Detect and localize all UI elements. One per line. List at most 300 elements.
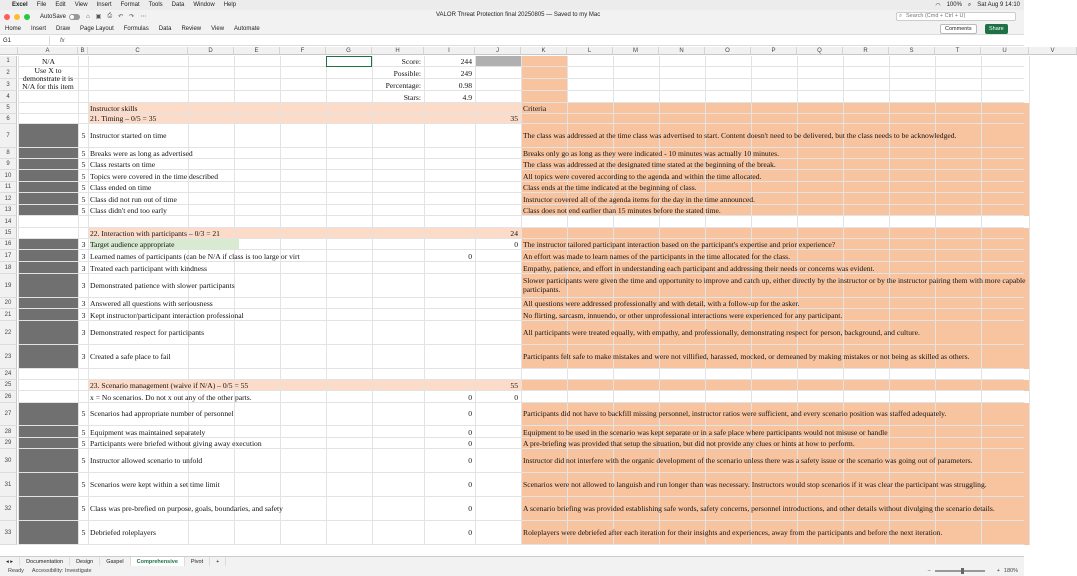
na-column-fill <box>18 239 78 369</box>
cell-b21[interactable] <box>80 309 87 321</box>
cell-text: 5 <box>81 160 86 170</box>
cell-b30[interactable] <box>80 449 87 473</box>
row-header[interactable]: 3 <box>0 79 17 91</box>
home-icon[interactable]: ⌂ <box>86 13 90 20</box>
cell-text: Criteria <box>523 104 547 114</box>
cell-c18[interactable] <box>90 262 421 274</box>
more-icon[interactable]: ⋯ <box>140 14 147 20</box>
row-header[interactable]: 15 <box>0 228 17 239</box>
cell-h2[interactable] <box>374 67 423 79</box>
cell-c30[interactable] <box>90 449 421 473</box>
column-header-l[interactable]: L <box>567 47 613 55</box>
gridline <box>1029 56 1030 545</box>
cell-text: 0 <box>468 527 472 537</box>
cell-c20[interactable] <box>90 298 421 309</box>
cell-text: No flirting, sarcasm, innuendo, or other unprofessional interactions were experienced for any participant. <box>523 311 843 321</box>
status-ready: Ready <box>8 568 24 574</box>
menu-item-file[interactable]: File <box>36 2 47 8</box>
cell-text: Possible: <box>393 69 421 79</box>
row-header[interactable]: 11 <box>0 182 17 193</box>
cell-j15[interactable] <box>477 228 520 239</box>
cell-b9[interactable] <box>80 159 87 170</box>
cell-text: Instructor skills <box>90 104 138 114</box>
cell-k29[interactable] <box>523 438 1026 449</box>
column-header-e[interactable]: E <box>234 47 280 55</box>
row-header[interactable]: 21 <box>0 309 17 321</box>
cell-b18[interactable] <box>80 262 87 274</box>
cell-text: Class does not end earlier than 15 minutes before the stated time. <box>523 206 721 216</box>
cell-text: A pre-briefing was provided that setup the situation, but did not provide any clues or hints at how to perform. <box>523 439 855 449</box>
cell-b28[interactable] <box>80 426 87 438</box>
cell-text: Treated each participant with kindness <box>90 264 207 274</box>
cell-text: Debriefed roleplayers <box>90 527 156 537</box>
cell-k30[interactable] <box>523 449 1026 473</box>
cell-b12[interactable] <box>80 193 87 205</box>
cell-c33[interactable] <box>90 521 421 545</box>
cell-c7[interactable] <box>90 124 421 148</box>
menu-item-edit[interactable]: Edit <box>55 2 66 8</box>
menu-item-data[interactable]: Data <box>171 2 185 8</box>
cell-h4[interactable] <box>374 91 423 103</box>
cell-text: 5 <box>81 455 86 465</box>
cell-k17[interactable] <box>523 250 1026 262</box>
select-all-corner[interactable] <box>0 47 18 55</box>
row-header[interactable]: 14 <box>0 216 17 228</box>
tab-insert[interactable]: Insert <box>31 25 47 32</box>
cell-text: 244 <box>460 57 472 67</box>
row-header[interactable]: 12 <box>0 193 17 205</box>
gridline <box>18 90 1024 91</box>
cell-text: 249 <box>460 69 472 79</box>
cell-k8[interactable] <box>523 148 1026 159</box>
row-header[interactable]: 6 <box>0 114 17 124</box>
tab-review[interactable]: Review <box>181 25 202 32</box>
cell-text: 0 <box>468 439 472 449</box>
cell-text: Participants did not have to backfill missing personnel, instructor ratios were sufficient, and every scenario position was staffed adequately. <box>523 409 947 419</box>
search-placeholder: Search (Cmd + Ctrl + U) <box>906 13 966 19</box>
cell-k5[interactable] <box>523 103 1026 114</box>
row-header[interactable]: 22 <box>0 321 17 345</box>
row-header[interactable]: 30 <box>0 449 17 473</box>
zoom-level: 180% <box>1003 568 1018 574</box>
cell-text: Slower participants were given the time and opportunity to improve and catch up, either directly by the instructor or by the instructor pairing them with more capable participants. <box>523 276 1026 294</box>
cell-j26[interactable] <box>477 391 520 403</box>
cell-k10[interactable] <box>523 170 1026 182</box>
column-header-d[interactable]: D <box>188 47 234 55</box>
clock[interactable]: Sat Aug 9 14:10 <box>977 2 1020 8</box>
cell-b8[interactable] <box>80 148 87 159</box>
minimize-window-button[interactable] <box>14 14 20 20</box>
cell-text: 23. Scenario management (waive if N/A) – 0/5 = 55 <box>90 381 249 391</box>
cell-text: An effort was made to learn names of the participants in the time allocated for the class. <box>523 252 791 262</box>
cell-k28[interactable] <box>523 426 1026 438</box>
cell-c25[interactable] <box>90 380 421 391</box>
cell-text: 3 <box>81 311 86 321</box>
cell-i30[interactable] <box>426 449 474 473</box>
sheet-tabs <box>0 556 1024 566</box>
cell-k18[interactable] <box>523 262 1026 274</box>
cell-text: 5 <box>81 527 86 537</box>
cell-c16[interactable] <box>90 239 421 250</box>
menu-bar <box>0 0 1024 10</box>
cell-text: The class was addressed at the time class was advertised to start. Content doesn't need to be delivered, but the class needs to be acknowledged. <box>523 130 957 140</box>
cell-k11[interactable] <box>523 182 1026 193</box>
cell-h1[interactable] <box>374 56 423 67</box>
row-header[interactable]: 1 <box>0 56 17 67</box>
cell-text: 3 <box>81 252 86 262</box>
cell-c12[interactable] <box>90 193 421 205</box>
cell-text: Equipment was maintained separately <box>90 428 206 438</box>
row-header[interactable]: 5 <box>0 103 17 114</box>
cell-text: Equipment to be used in the scenario was kept separate or in a safe place where participants would not misuse or handle <box>523 428 888 438</box>
row-header[interactable]: 2 <box>0 67 17 79</box>
cell-text: Answered all questions with seriousness <box>90 299 213 309</box>
cell-b10[interactable] <box>80 170 87 182</box>
tab-formulas[interactable]: Formulas <box>123 25 149 32</box>
add-sheet-icon[interactable]: + <box>210 557 226 567</box>
cell-c31[interactable] <box>90 473 421 497</box>
cell-text: 24 <box>510 229 518 239</box>
column-header-k[interactable]: K <box>521 47 567 55</box>
cell-text: Learned names of participants (can be N/A if class is too large or virt <box>90 252 300 262</box>
cell-k31[interactable] <box>523 473 1026 497</box>
menu-item-tools[interactable]: Tools <box>148 2 163 8</box>
cell-text: 3 <box>81 327 86 337</box>
cell-text: Instructor covered all of the agenda items for the day in the time announced. <box>523 195 755 205</box>
menu-item-format[interactable]: Format <box>120 2 140 8</box>
cell-i29[interactable] <box>426 438 474 449</box>
menu-item-help[interactable]: Help <box>223 2 237 8</box>
name-box[interactable]: G1 <box>0 36 50 45</box>
cell-text: Instructor did not interfere with the organic development of the scenario unless there was a safety issue or the scenario was going out of parameters. <box>523 455 973 465</box>
cell-text: 0 <box>514 393 518 403</box>
menu-item-view[interactable]: View <box>74 2 88 8</box>
cell-text: 55 <box>510 381 518 391</box>
cell-k20[interactable] <box>523 298 1026 309</box>
sheet-tab-gaspel[interactable]: Gaspel <box>100 557 130 567</box>
row-header[interactable]: 20 <box>0 298 17 309</box>
cell-text: All topics were covered according to the agenda and within the time allocated. <box>523 172 762 182</box>
tab-draw[interactable]: Draw <box>56 25 71 32</box>
column-header-c[interactable]: C <box>88 47 188 55</box>
cell-text: 0 <box>514 240 518 250</box>
cell-j6[interactable] <box>477 114 520 124</box>
cell-c32[interactable] <box>90 497 421 521</box>
cell-c5[interactable] <box>90 103 421 114</box>
cell-text: Breaks only go as long as they were indicated - 10 minutes was actually 10 minutes. <box>523 149 780 159</box>
tab-automate[interactable]: Automate <box>234 25 260 32</box>
cell-text: 0 <box>468 503 472 513</box>
sheet-tab-design[interactable]: Design <box>70 557 100 567</box>
row-header[interactable]: 27 <box>0 403 17 426</box>
cell-c11[interactable] <box>90 182 421 193</box>
cell-text: Score: <box>401 57 421 67</box>
cell-b22[interactable] <box>80 321 87 345</box>
cell-text: 0 <box>468 252 472 262</box>
column-header-m[interactable]: M <box>613 47 659 55</box>
cell-c9[interactable] <box>90 159 421 170</box>
gridline <box>18 66 1024 67</box>
menu-item-window[interactable]: Window <box>193 2 215 8</box>
fx-icon[interactable]: fx <box>60 37 65 44</box>
autosave-label: AutoSave <box>40 13 67 20</box>
cell-text: Scenarios had appropriate number of personnel <box>90 409 234 419</box>
cell-text: 0 <box>468 409 472 419</box>
cell-c8[interactable] <box>90 148 421 159</box>
close-window-button[interactable] <box>4 14 10 20</box>
cell-text: Class did not run out of time <box>90 195 177 205</box>
ribbon-tab-list <box>0 26 265 32</box>
print-icon[interactable]: ⎙ <box>107 13 113 19</box>
menu-item-insert[interactable]: Insert <box>96 2 112 8</box>
cell-text: 5 <box>81 183 86 193</box>
cell-k21[interactable] <box>523 309 1026 321</box>
cell-b32[interactable] <box>80 497 87 521</box>
cell-text: Scenarios were not allowed to languish and run longer than was necessary. Instructors would stop scenarios if it was clear the participant was struggling. <box>523 479 987 489</box>
menu-items <box>12 2 245 8</box>
cell-b20[interactable] <box>80 298 87 309</box>
cell-c27[interactable] <box>90 403 421 426</box>
cell-text: All participants were treated equally, with empathy, and professionally, demonstrating respect for person, background, and culture. <box>523 327 920 337</box>
cell-k33[interactable] <box>523 521 1026 545</box>
redo-icon[interactable]: ↷ <box>129 14 135 20</box>
cell-text: Participants were briefed without giving away execution <box>90 439 262 449</box>
search-input[interactable] <box>896 12 1016 21</box>
cell-text: 3 <box>81 351 86 361</box>
cell-text: Demonstrated respect for participants <box>90 327 205 337</box>
cell-text: x = No scenarios. Do not x out any of the other parts. <box>90 393 252 403</box>
cell-text: 5 <box>81 130 86 140</box>
cell-i26[interactable] <box>426 391 474 403</box>
cell-text: 0.98 <box>458 81 472 91</box>
cell-text: 5 <box>81 503 86 513</box>
row-header[interactable]: 8 <box>0 148 17 159</box>
cell-c13[interactable] <box>90 205 421 216</box>
row-header[interactable]: 32 <box>0 497 17 521</box>
cell-k19[interactable] <box>523 274 1026 298</box>
cell-text: The instructor tailored participant interaction based on the participant's expertise and prior experience? <box>523 240 836 250</box>
cell-text: Instructor started on time <box>90 130 167 140</box>
cell-c23[interactable] <box>90 345 421 369</box>
accessibility-status[interactable]: Accessibility: Investigate <box>31 568 92 574</box>
cell-text: 0 <box>468 455 472 465</box>
column-header-b[interactable]: B <box>78 47 88 55</box>
tab-home[interactable]: Home <box>5 25 22 32</box>
row-header[interactable]: 10 <box>0 170 17 182</box>
na-instruction-note: Use X to demonstrate it is N/A for this item <box>22 66 74 92</box>
zoom-in-icon[interactable]: + <box>996 568 1000 574</box>
row-header[interactable]: 7 <box>0 124 17 148</box>
sheet-tab-comprehensive[interactable]: Comprehensive <box>131 557 185 567</box>
cell-text: Scenarios were kept within a set time limit <box>90 479 220 489</box>
cell-c19[interactable] <box>90 274 421 298</box>
cell-b16[interactable] <box>80 239 87 250</box>
search-spotlight-icon[interactable]: ⌕ <box>967 1 972 8</box>
zoom-knob[interactable] <box>961 568 964 574</box>
cell-b31[interactable] <box>80 473 87 497</box>
cell-i3[interactable] <box>426 79 474 91</box>
search-icon: ⌕ <box>899 13 903 19</box>
cell-i17[interactable] <box>426 250 474 262</box>
tab-page-layout[interactable]: Page Layout <box>80 25 114 32</box>
cell-k22[interactable] <box>523 321 1026 345</box>
title-bar <box>0 10 1024 23</box>
row-header[interactable]: 31 <box>0 473 17 497</box>
sheet-tab-pivot[interactable]: Pivot <box>185 557 210 567</box>
zoom-slider[interactable] <box>935 570 985 572</box>
cell-i28[interactable] <box>426 426 474 438</box>
cell-text: Class didn't end too early <box>90 206 167 216</box>
row-header[interactable]: 4 <box>0 91 17 103</box>
spreadsheet-grid[interactable] <box>0 47 1055 555</box>
cell-k9[interactable] <box>523 159 1026 170</box>
document-title: VALOR Threat Protection final 20250805 — Saved to my Mac <box>436 12 601 18</box>
cell-text: 3 <box>81 240 86 250</box>
cell-k7[interactable] <box>523 124 1026 148</box>
cell-b17[interactable] <box>80 250 87 262</box>
cell-text: Participants felt safe to make mistakes and were not villified, harassed, mocked, or demeaned by making mistakes or not being as skilled as others. <box>523 351 970 361</box>
cell-text: All questions were addressed professionally and with detail, with a follow-up for the asker. <box>523 299 800 309</box>
cell-i4[interactable] <box>426 91 474 103</box>
cell-c26[interactable] <box>90 391 421 403</box>
cell-c21[interactable] <box>90 309 421 321</box>
cell-text: Instructor allowed scenario to unfold <box>90 455 203 465</box>
cell-i31[interactable] <box>426 473 474 497</box>
cell-k32[interactable] <box>523 497 1026 521</box>
cell-text: The class was addressed at the designated time stated at the beginning of the break. <box>523 160 776 170</box>
cell-c28[interactable] <box>90 426 421 438</box>
cell-b29[interactable] <box>80 438 87 449</box>
cell-i33[interactable] <box>426 521 474 545</box>
cell-text: Demonstrated patience with slower participants <box>90 280 235 290</box>
cell-text: Percentage: <box>385 81 421 91</box>
cell-i1[interactable] <box>426 56 474 67</box>
column-header-g[interactable]: G <box>326 47 372 55</box>
save-icon[interactable]: ▣ <box>95 14 102 20</box>
cell-b23[interactable] <box>80 345 87 369</box>
cell-i32[interactable] <box>426 497 474 521</box>
cell-text: 3 <box>81 280 86 290</box>
sheet-tab-documentation[interactable]: Documentation <box>20 557 70 567</box>
row-header[interactable]: 33 <box>0 521 17 545</box>
zoom-out-icon[interactable]: − <box>927 568 931 574</box>
row-header[interactable]: 26 <box>0 391 17 403</box>
cell-k13[interactable] <box>523 205 1026 216</box>
row-header[interactable]: 16 <box>0 239 17 250</box>
menu-status-area <box>929 0 1020 10</box>
row-header[interactable]: 25 <box>0 380 17 391</box>
wifi-icon[interactable]: ◠ <box>935 2 941 9</box>
cell-text: A scenario briefing was provided establishing safe words, safety concerns, personnel introductions, and other details without divulging the scenario details. <box>523 503 995 513</box>
cell-text: Created a safe place to fail <box>90 351 171 361</box>
column-header-o[interactable]: O <box>705 47 751 55</box>
column-header-i[interactable]: I <box>424 47 475 55</box>
row-header[interactable]: 17 <box>0 250 17 262</box>
row-header[interactable]: 29 <box>0 438 17 449</box>
cell-c29[interactable] <box>90 438 421 449</box>
row-header[interactable]: 13 <box>0 205 17 216</box>
cell-c6[interactable] <box>90 114 421 124</box>
row-header[interactable]: 18 <box>0 262 17 274</box>
cell-i27[interactable] <box>426 403 474 426</box>
zoom-window-button[interactable] <box>24 14 30 20</box>
column-header-f[interactable]: F <box>280 47 326 55</box>
cell-c22[interactable] <box>90 321 421 345</box>
undo-icon[interactable]: ↶ <box>118 14 124 20</box>
cell-k16[interactable] <box>523 239 1026 250</box>
column-header-t[interactable]: T <box>935 47 981 55</box>
cell-c10[interactable] <box>90 170 421 182</box>
row-header[interactable]: 9 <box>0 159 17 170</box>
cell-j16[interactable] <box>477 239 520 250</box>
column-header-u[interactable]: U <box>981 47 1029 55</box>
column-header-a[interactable]: A <box>18 47 78 55</box>
tab-view[interactable]: View <box>211 25 225 32</box>
column-header-r[interactable]: R <box>843 47 889 55</box>
cell-h3[interactable] <box>374 79 423 91</box>
column-header-j[interactable]: J <box>475 47 521 55</box>
column-header-p[interactable]: P <box>751 47 797 55</box>
cell-j25[interactable] <box>477 380 520 391</box>
menu-item-excel[interactable]: Excel <box>12 2 28 8</box>
cell-text: Roleplayers were debriefed after each iteration for their insights and experiences, away from the participants and before the next iteration. <box>523 527 943 537</box>
cell-text: 5 <box>81 409 86 419</box>
tab-data[interactable]: Data <box>158 25 172 32</box>
cell-b33[interactable] <box>80 521 87 545</box>
cell-text: 21. Timing – 0/5 = 35 <box>90 114 157 124</box>
cell-b27[interactable] <box>80 403 87 426</box>
cell-c17[interactable] <box>90 250 421 262</box>
column-header-h[interactable]: H <box>372 47 424 55</box>
row-header[interactable]: 23 <box>0 345 17 369</box>
column-header-q[interactable]: Q <box>797 47 843 55</box>
cell-i2[interactable] <box>426 67 474 79</box>
column-header-n[interactable]: N <box>659 47 705 55</box>
row-header[interactable]: 24 <box>0 369 17 380</box>
cell-c15[interactable] <box>90 228 421 239</box>
cell-text: Class was pre-brefied on purpose, goals, boundaries, and safety <box>90 503 283 513</box>
cell-b13[interactable] <box>80 205 87 216</box>
cell-b19[interactable] <box>80 274 87 298</box>
cell-k23[interactable] <box>523 345 1026 369</box>
na-column-fill <box>18 124 78 216</box>
row-header[interactable]: 28 <box>0 426 17 438</box>
comments-button[interactable]: Comments <box>940 24 977 34</box>
cell-text: 3 <box>81 299 86 309</box>
cell-b11[interactable] <box>80 182 87 193</box>
cell-text: 5 <box>81 195 86 205</box>
cell-b7[interactable] <box>80 124 87 148</box>
autosave-toggle[interactable] <box>40 14 80 20</box>
cell-text: Kept instructor/participant interaction professional <box>90 311 244 321</box>
cell-k12[interactable] <box>523 193 1026 205</box>
cell-text: 3 <box>81 264 86 274</box>
cell-text: 5 <box>81 206 86 216</box>
column-header-s[interactable]: S <box>889 47 935 55</box>
cell-text: Target audience appropriate <box>90 240 175 250</box>
cell-text: 5 <box>81 428 86 438</box>
cell-k27[interactable] <box>523 403 1026 426</box>
formula-bar <box>0 36 1024 46</box>
cell-text: 35 <box>510 114 518 124</box>
status-bar <box>0 566 1024 576</box>
selected-cell-g1[interactable] <box>326 56 372 67</box>
column-header-v[interactable]: V <box>1029 47 1077 55</box>
sheet-nav-icon[interactable]: ◂ ▸ <box>0 557 20 567</box>
share-button[interactable]: Share <box>985 24 1008 34</box>
zoom-control[interactable] <box>919 566 1018 576</box>
row-header[interactable]: 19 <box>0 274 17 298</box>
